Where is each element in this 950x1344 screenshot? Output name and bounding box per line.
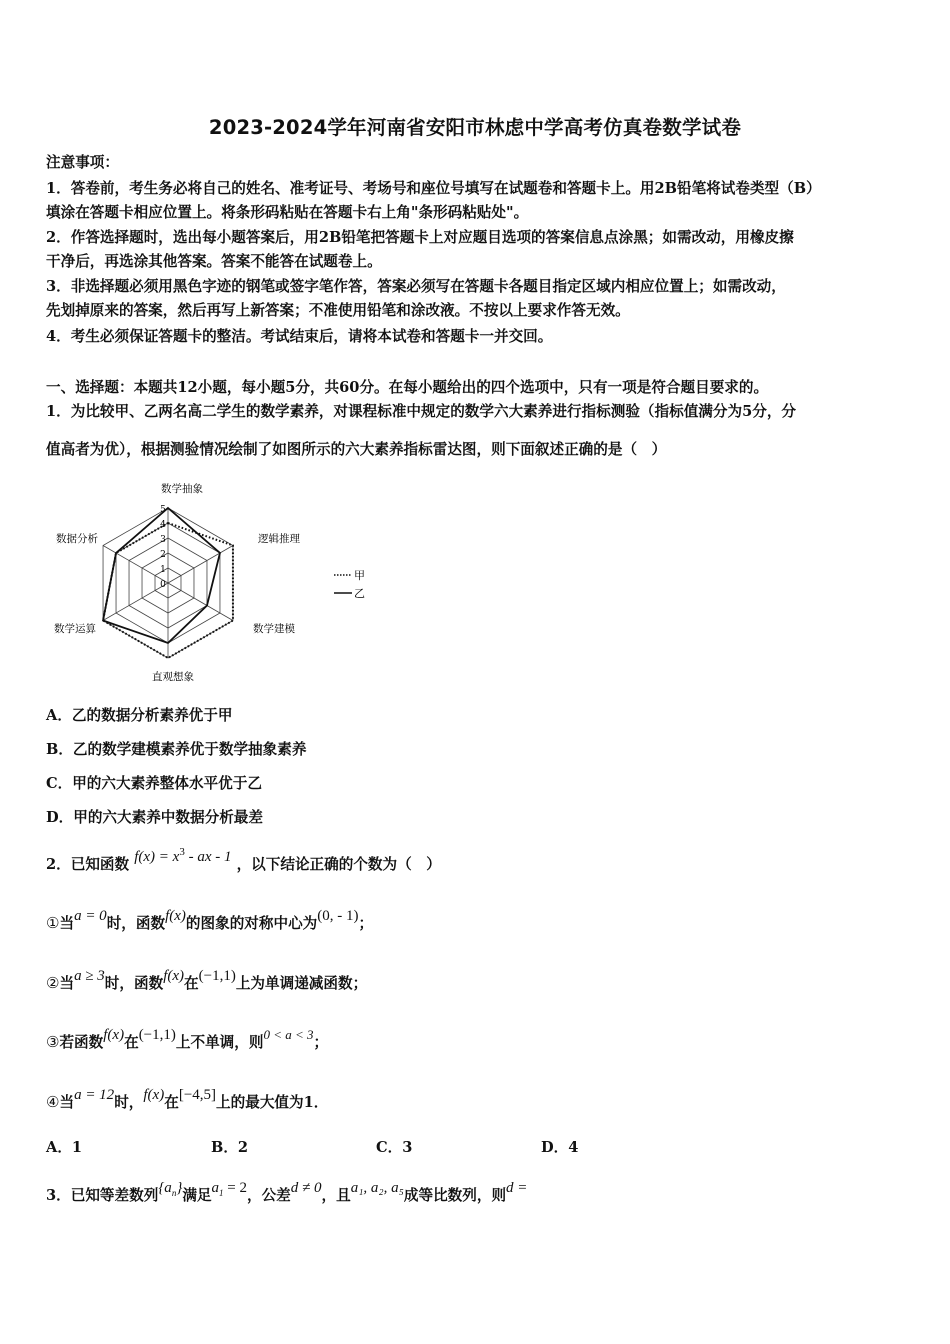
section-heading: 一、选择题：本题共12小题，每小题5分，共60分。在每小题给出的四个选项中，只有一项是符合题目要求的。 bbox=[46, 379, 769, 396]
legend-label-jia: 甲 bbox=[354, 569, 365, 582]
axis-label: 数学抽象 bbox=[161, 483, 203, 495]
notice-line: 4．考生必须保证答题卡的整洁。考试结束后，请将本试卷和答题卡一并交回。 bbox=[46, 328, 553, 345]
notice-line: 填涂在答题卡相应位置上。将条形码粘贴在答题卡右上角"条形码粘贴处"。 bbox=[46, 204, 529, 221]
axis-label: 逻辑推理 bbox=[258, 533, 300, 545]
question-1-line: 值高者为优），根据测验情况绘制了如图所示的六大素养指标雷达图，则下面叙述正确的是（ ） bbox=[46, 441, 667, 458]
legend-label-yi: 乙 bbox=[354, 587, 365, 600]
q2-function: $f(x) = x^3$ - ax - 1 bbox=[134, 846, 232, 865]
scale-tick-label: 5 bbox=[160, 505, 166, 515]
q1-option-b: B．乙的数学建模素养优于数学抽象素养 bbox=[46, 741, 307, 758]
q1-option-d: D．甲的六大素养中数据分析最差 bbox=[46, 809, 263, 826]
q2-choice-a: A．1 bbox=[46, 1139, 83, 1156]
scale-tick-label: 4 bbox=[160, 520, 166, 530]
axis-label: 直观想象 bbox=[152, 671, 194, 683]
radar-legend bbox=[334, 569, 365, 600]
radar-scale-ticks bbox=[160, 505, 166, 590]
scale-tick-label: 0 bbox=[160, 580, 166, 590]
axis-spoke bbox=[103, 546, 168, 584]
axis-label: 数学建模 bbox=[253, 623, 295, 635]
axis-label: 数据分析 bbox=[56, 533, 98, 545]
notice-heading: 注意事项： bbox=[46, 154, 119, 171]
q2-choice-b: B．2 bbox=[211, 1139, 249, 1156]
scale-tick-label: 2 bbox=[160, 550, 166, 560]
axis-spoke bbox=[168, 583, 233, 621]
radar-grid bbox=[103, 508, 233, 658]
radar-chart bbox=[46, 476, 376, 688]
q1-option-c: C．甲的六大素养整体水平优于乙 bbox=[46, 775, 262, 792]
axis-spoke bbox=[168, 546, 233, 584]
notice-line: 干净后，再选涂其他答案。答案不能答在试题卷上。 bbox=[46, 253, 382, 270]
statement-2: ②当a ≥ 3时，函数f(x)在(−1,1)上为单调递减函数； bbox=[46, 968, 368, 992]
scale-tick-label: 1 bbox=[160, 565, 166, 575]
statement-4: ④当a = 12时，f(x)在[−4,5]上的最大值为1． bbox=[46, 1087, 329, 1111]
q2-tail: ，以下结论正确的个数为（ ） bbox=[236, 856, 441, 873]
axis-label: 数学运算 bbox=[54, 623, 96, 635]
statement-1: ①当a = 0时，函数f(x)的图象的对称中心为(0, - 1)； bbox=[46, 908, 374, 932]
axis-spoke bbox=[103, 583, 168, 621]
question-3-line: 3．已知等差数列$\{a_n\}$满足$a_1 = 2$，公差d ≠ 0，且a₁, a₂, a₅成等比数列，则d = bbox=[46, 1180, 528, 1204]
q3-sequence: $\{a_n\}$ bbox=[158, 1180, 183, 1198]
notice-line: 1．答卷前，考生务必将自己的姓名、准考证号、考场号和座位号填写在试题卷和答题卡上。用2B铅笔将试卷类型（B） bbox=[46, 180, 821, 197]
notice-line: 先划掉原来的答案，然后再写上新答案；不准使用铅笔和涂改液。不按以上要求作答无效。 bbox=[46, 302, 630, 319]
notice-line: 3．非选择题必须用黑色字迹的钢笔或签字笔作答，答案必须写在答题卡各题目指定区域内相应位置上；如需改动， bbox=[46, 278, 786, 295]
q2-intro: 2．已知函数 bbox=[46, 856, 130, 873]
scale-tick-label: 3 bbox=[160, 535, 166, 545]
q1-option-a: A．乙的数据分析素养优于甲 bbox=[46, 707, 233, 724]
q3-a1: $a_1 = 2$ bbox=[211, 1180, 247, 1198]
question-1-line: 1．为比较甲、乙两名高二学生的数学素养，对课程标准中规定的数学六大素养进行指标测验（指标值满分为5分，分 bbox=[46, 403, 797, 420]
q2-choice-c: C．3 bbox=[376, 1139, 413, 1156]
notice-line: 2．作答选择题时，选出每小题答案后，用2B铅笔把答题卡上对应题目选项的答案信息点涂黑；如需改动，用橡皮擦 bbox=[46, 229, 794, 246]
page-title: 2023-2024学年河南省安阳市林虑中学高考仿真卷数学试卷 bbox=[208, 116, 742, 139]
q2-choice-d: D．4 bbox=[541, 1139, 579, 1156]
statement-3: ③若函数f(x)在(−1,1)上不单调，则0 < a < 3； bbox=[46, 1027, 329, 1051]
question-2-line bbox=[46, 846, 441, 876]
